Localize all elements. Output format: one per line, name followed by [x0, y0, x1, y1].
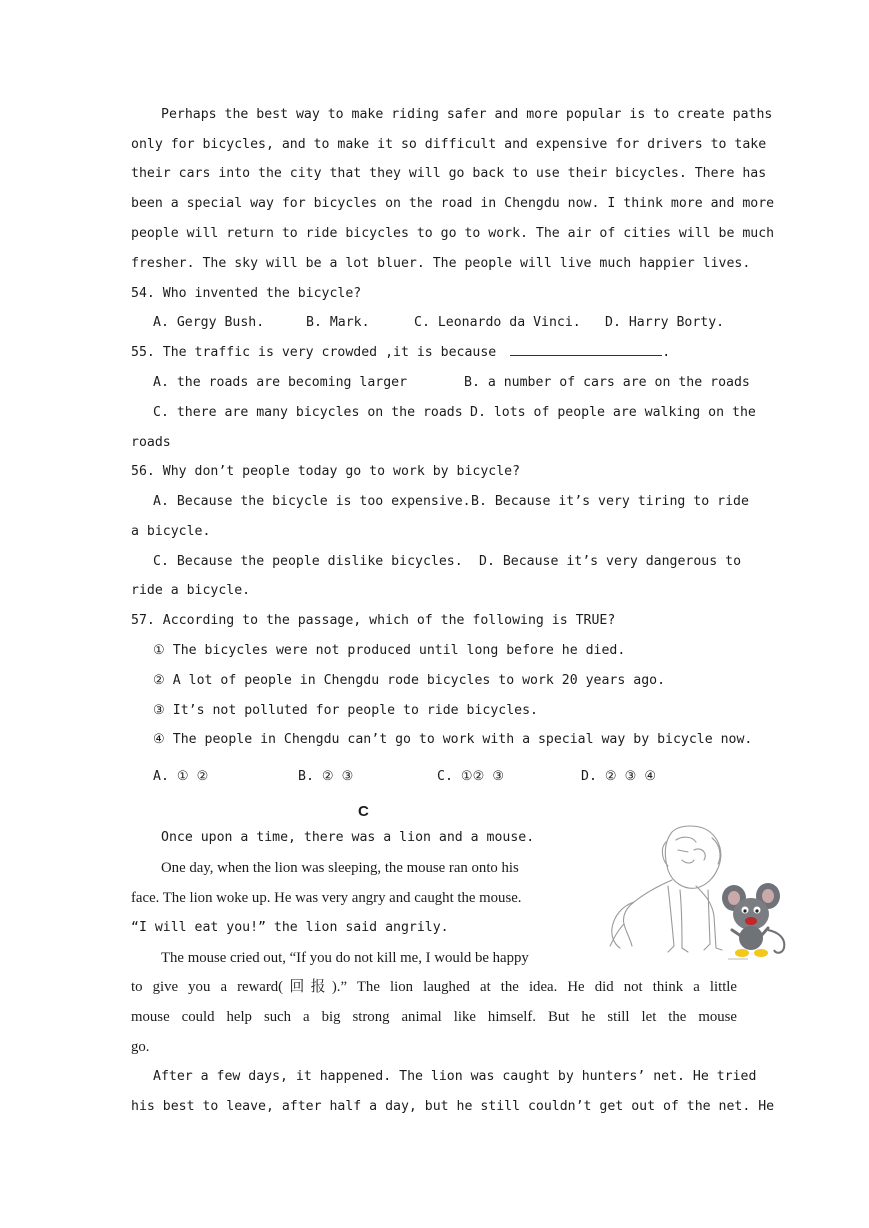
question-55-text: 55. The traffic is very crowded ,it is because — [131, 345, 497, 360]
passage-line: their cars into the city that they will go back to use their bicycles. There has — [131, 166, 767, 181]
q56-option-d-cont: ride a bicycle. — [131, 583, 251, 598]
story-line: his best to leave, after half a day, but he still couldn’t get out of the net. He — [131, 1099, 775, 1114]
q56-option-b-cont: a bicycle. — [131, 524, 211, 539]
story-line: The mouse cried out, “If you do not kill me, I would be happy — [161, 950, 529, 966]
passage-line: been a special way for bicycles on the road in Chengdu now. I think more and more — [131, 196, 775, 211]
passage-line: only for bicycles, and to make it so difficult and expensive for drivers to take — [131, 137, 767, 152]
q56-option-d: D. Because it’s very dangerous to — [479, 554, 742, 569]
q54-option-d: D. Harry Borty. — [605, 315, 725, 330]
q56-option-c: C. Because the people dislike bicycles. — [153, 554, 463, 569]
story-line: “I will eat you!” the lion said angrily. — [131, 920, 449, 935]
lion-icon — [610, 826, 722, 952]
story-line: mouse could help such a big strong animal like himself. But he still let the mouse — [131, 1009, 737, 1025]
question-55 — [131, 343, 737, 363]
story-line: face. The lion woke up. He was very angry and caught the mouse. — [131, 890, 522, 906]
answer-blank — [510, 343, 662, 356]
story-line: One day, when the lion was sleeping, the mouse ran onto his — [161, 860, 519, 876]
q57-statement-3: ③ It’s not polluted for people to ride bicycles. — [153, 703, 538, 718]
story-line: Once upon a time, there was a lion and a mouse. — [161, 830, 535, 845]
q54-option-a: A. Gergy Bush. — [153, 315, 265, 330]
question-55-end: . — [662, 345, 671, 360]
q56-option-b: B. Because it’s very tiring to ride — [471, 494, 749, 509]
mouse-icon — [722, 883, 784, 957]
section-heading: C — [358, 803, 369, 820]
q57-option-c: C. ①② ③ — [437, 769, 505, 784]
story-line: go. — [131, 1039, 150, 1055]
passage-line: Perhaps the best way to make riding safer and more popular is to create paths — [161, 107, 773, 122]
passage-line: people will return to ride bicycles to go to work. The air of cities will be much — [131, 226, 775, 241]
question-56: 56. Why don’t people today go to work by bicycle? — [131, 464, 521, 479]
q57-option-a: A. ① ② — [153, 769, 209, 784]
q55-option-a: A. the roads are becoming larger — [153, 375, 408, 390]
q57-option-b: B. ② ③ — [298, 769, 354, 784]
q55-option-d: D. lots of people are walking on the — [470, 405, 756, 420]
question-57: 57. According to the passage, which of the following is TRUE? — [131, 613, 616, 628]
q55-option-c: C. there are many bicycles on the roads — [153, 405, 463, 420]
q55-option-b: B. a number of cars are on the roads — [464, 375, 750, 390]
q54-option-b: B. Mark. — [306, 315, 370, 330]
story-line: to give you a reward(回报).” The lion laughed at the idea. He did not think a little — [131, 979, 737, 995]
q57-statement-1: ① The bicycles were not produced until long before he died. — [153, 643, 626, 658]
story-line: After a few days, it happened. The lion was caught by hunters’ net. He tried — [153, 1069, 757, 1084]
q57-option-d: D. ② ③ ④ — [581, 769, 657, 784]
q57-statement-2: ② A lot of people in Chengdu rode bicycles to work 20 years ago. — [153, 673, 666, 688]
q55-option-d-cont: roads — [131, 435, 171, 450]
question-54: 54. Who invented the bicycle? — [131, 286, 362, 301]
q56-option-a: A. Because the bicycle is too expensive. — [153, 494, 471, 509]
q54-option-c: C. Leonardo da Vinci. — [414, 315, 581, 330]
passage-line: fresher. The sky will be a lot bluer. The people will live much happier lives. — [131, 256, 751, 271]
q57-statement-4: ④ The people in Chengdu can’t go to work with a special way by bicycle now. — [153, 732, 753, 747]
lion-and-mouse-illustration — [608, 820, 794, 962]
